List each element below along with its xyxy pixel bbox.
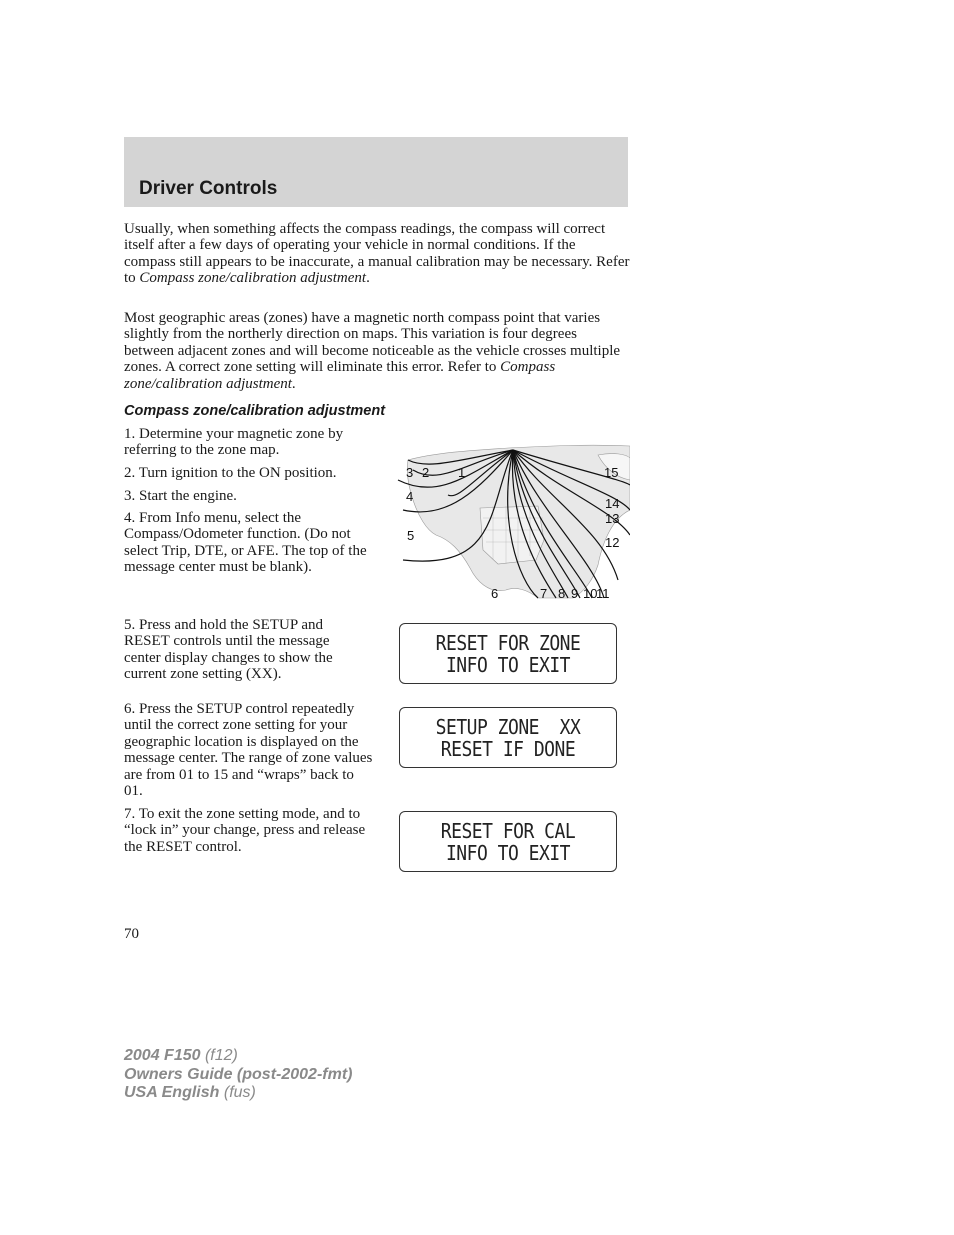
display-line-1: RESET FOR ZONE <box>435 631 581 656</box>
message-center-display-zone <box>399 623 617 684</box>
zone-label-6: 6 <box>491 586 499 601</box>
zone-label-3: 3 <box>406 465 414 480</box>
footer-language: USA English <box>124 1084 220 1101</box>
compass-zone-map <box>388 440 630 602</box>
step-3: 3. Start the engine. <box>124 488 237 504</box>
footer-model-code: (f12) <box>204 1047 238 1064</box>
zone-label-14: 14 <box>605 496 620 511</box>
zone-label-15: 15 <box>604 465 619 480</box>
zone-label-4: 4 <box>406 489 414 504</box>
cross-reference: Compass zone/calibration adjustment <box>139 270 367 287</box>
document-footer <box>124 1047 352 1103</box>
display-line-1: SETUP ZONE XX <box>435 715 581 740</box>
step-5: 5. Press and hold the SETUP and RESET controls until the message center display changes to show the current zone setting (XX). <box>124 617 333 683</box>
zone-label-1: 1 <box>458 465 466 480</box>
footer-model: 2004 F150 <box>124 1047 201 1064</box>
zone-label-11: 11 <box>596 586 610 601</box>
display-line-1: RESET FOR CAL <box>440 819 576 844</box>
zone-label-13: 13 <box>605 511 620 526</box>
page-title: Driver Controls <box>139 178 278 199</box>
zone-label-12: 12 <box>605 535 620 550</box>
zone-label-10: 10 <box>583 586 598 601</box>
step-4: 4. From Info menu, select the Compass/Odometer function. (Do not select Trip, DTE, or AFE. The top of the message center must be blank). <box>124 510 367 576</box>
zone-label-7: 7 <box>540 586 548 601</box>
display-line-2: INFO TO EXIT <box>445 653 571 678</box>
zone-label-8: 8 <box>558 586 566 601</box>
page-number: 70 <box>124 926 139 942</box>
zone-label-2: 2 <box>422 465 430 480</box>
cross-reference: Compass zone/calibration adjustment <box>124 359 556 392</box>
section-header-band <box>124 137 628 207</box>
display-line-2: RESET IF DONE <box>440 737 576 762</box>
step-2: 2. Turn ignition to the ON position. <box>124 465 337 481</box>
intro-paragraph-2 <box>124 310 630 392</box>
intro-paragraph-1 <box>124 221 630 287</box>
footer-guide: Owners Guide (post-2002-fmt) <box>124 1065 353 1083</box>
zone-label-9: 9 <box>571 586 579 601</box>
zone-label-5: 5 <box>407 528 415 543</box>
step-6: 6. Press the SETUP control repeatedly until the correct zone setting for your geographic location is displayed on the message center. The range of zone values are from 01 to 15 and “wraps” back to 01. <box>124 701 373 800</box>
display-line-2: INFO TO EXIT <box>445 841 571 866</box>
paragraph-text: Most geographic areas (zones) have a magnetic north compass point that varies slightly from the northerly direction on maps. This variation is four degrees between adjacent zones and will become noticeable as the vehicle crosses multiple zones. A correct zone setting will eliminate this error. Refer to <box>124 310 621 376</box>
message-center-display-cal <box>399 811 617 872</box>
message-center-display-setup <box>399 707 617 768</box>
paragraph-period: . <box>291 375 296 392</box>
paragraph-period: . <box>366 270 370 287</box>
step-1: 1. Determine your magnetic zone by referring to the zone map. <box>124 426 344 459</box>
footer-language-code: (fus) <box>223 1084 256 1101</box>
section-heading: Compass zone/calibration adjustment <box>124 403 386 419</box>
step-7: 7. To exit the zone setting mode, and to “lock in” your change, press and release the RESET control. <box>124 806 366 855</box>
paragraph-text: Usually, when something affects the compass readings, the compass will correct itself after a few days of operating your vehicle in normal conditions. If the compass still appears to be inaccurate, a manual calibration may be necessary. Refer to <box>124 221 630 287</box>
